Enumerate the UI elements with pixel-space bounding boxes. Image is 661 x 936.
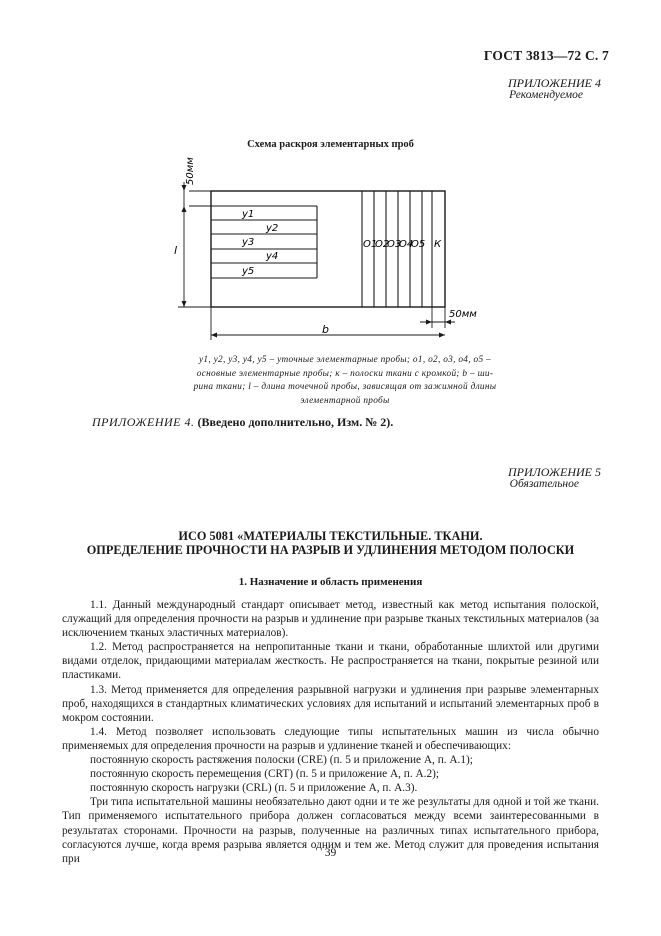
list-item: постоянную скорость перемещения (CRT) (п. 5 и приложение А, п. А.2); (90, 768, 440, 781)
cutting-scheme-diagram (150, 150, 520, 350)
appendix4-title: ПРИЛОЖЕНИЕ 4 (508, 76, 601, 90)
page-number: 39 (324, 847, 337, 859)
warp-label-o1: О1 (363, 239, 378, 250)
amendment-note (92, 415, 393, 430)
appendix4-status: Рекомендуемое (509, 89, 583, 101)
paragraph-1-4: 1.4. Метод позволяет использовать следующие типы испытательных машин из числа обычно применяемых для определения прочности на разрыв и удлинение тканей и обеспечивающих: (62, 725, 599, 752)
weft-strips (211, 206, 317, 278)
warp-label-o5: О5 (411, 239, 426, 250)
section-title: 1. Назначение и область применения (238, 576, 423, 588)
strip-label-y4: у4 (266, 251, 279, 262)
arrow (426, 320, 432, 325)
list-item: постоянную скорость растяжения полоски (CRE) (п. 5 и приложение А, п. А.1); (90, 754, 473, 767)
legend-line: основные элементарные пробы; к – полоски ткани с кромкой; b – ши- (196, 368, 494, 379)
arrow (211, 333, 217, 338)
strip-label-y5: у5 (242, 266, 255, 277)
strip-label-y2: у2 (266, 223, 279, 234)
paragraph-1-1: 1.1. Данный международный стандарт описывает метод, известный как метод испытания полоской, служащий для определения прочности на разрыв и удлинение при разрыве тканых текстильных материалов (за исключением тканых эластичных материалов). (62, 599, 599, 640)
arrow (439, 333, 445, 338)
page-header: ГОСТ 3813—72 С. 7 (483, 48, 609, 63)
warp-label-o2: О2 (375, 239, 390, 250)
paragraph-1-3: 1.3. Метод применяется для определения разрывной нагрузки и удлинения при разрыве элементарных проб, находящихся в стандартных климатических условиях для испытаний и испытаний элементарных проб в мокром состоянии. (62, 683, 599, 724)
paragraph-machines: Три типа испытательной машины необязательно дают одни и те же результаты для одной и той же ткани. Тип применяемого испытательного прибора должен согласоваться между всеми заинтересованными в результатах сторонами. Прочности на разрыв, полученные на различных типах испытательного прибора, согласуются лучше, когда время разрыва является одним и тем же. Метод служит для проведения испытания при (62, 796, 599, 865)
dim-l-label: l (174, 244, 178, 257)
appendix5-status: Обязательное (509, 478, 579, 490)
standard-title-line2: ОПРЕДЕЛЕНИЕ ПРОЧНОСТИ НА РАЗРЫВ И УДЛИНЕНИЯ МЕТОДОМ ПОЛОСКИ (86, 543, 575, 557)
figure-caption: Схема раскроя элементарных проб (247, 139, 414, 150)
strip-label-y1: у1 (242, 209, 255, 220)
warp-label-o3: О3 (387, 239, 402, 250)
standard-title-line1: ИСО 5081 «МАТЕРИАЛЫ ТЕКСТИЛЬНЫЕ. ТКАНИ. (178, 529, 483, 543)
dim-b-label: b (322, 323, 329, 336)
figure-legend (160, 354, 530, 408)
legend-line: элементарной пробы (300, 395, 390, 406)
strip-label-y3: у3 (242, 237, 255, 248)
dim-top-label: 50мм (185, 157, 196, 185)
dim-right-label: 50мм (449, 309, 477, 320)
arrow (445, 320, 451, 325)
list-item: постоянную скорость нагрузки (CRL) (п. 5 и приложение А, п. А.3). (90, 782, 418, 795)
arrow (182, 206, 187, 212)
appendix5-title: ПРИЛОЖЕНИЕ 5 (508, 465, 601, 479)
note-bold: (Введено дополнительно, Изм. № 2). (194, 415, 394, 429)
arrow (182, 301, 187, 307)
legend-line: рина ткани; l – длина точечной пробы, зависящая от зажимной длины (193, 382, 497, 392)
body-text (62, 598, 599, 866)
note-italic: ПРИЛОЖЕНИЕ 4. (92, 415, 195, 429)
selvedge-label-k: К (434, 239, 442, 250)
legend-line: у1, у2, у3, у4, у5 – уточные элементарные пробы; о1, о2, о3, о4, о5 – (199, 355, 491, 365)
warp-label-o4: О4 (399, 239, 414, 250)
paragraph-1-2: 1.2. Метод распространяется на непропитанные ткани и ткани, обработанные шлихтой или другими видами отделок, придающими материалам жесткость. Не распространяется на ткани, покрытые резиной или пластиками. (62, 641, 599, 682)
